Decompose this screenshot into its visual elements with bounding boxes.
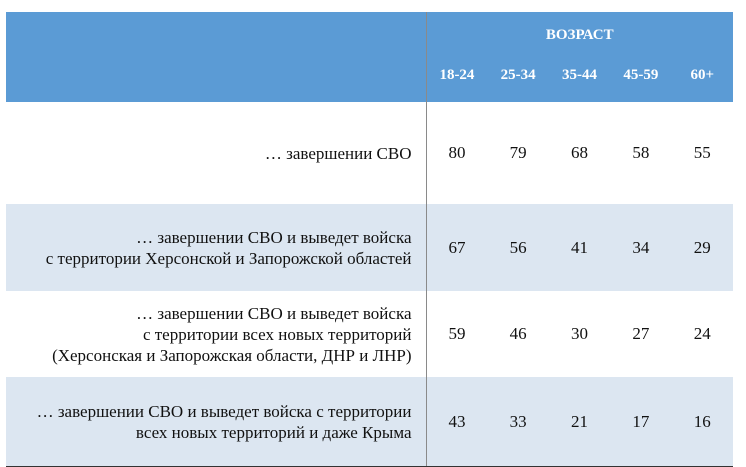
value-cell: 29 (672, 204, 733, 291)
value-cell: 34 (610, 204, 671, 291)
value-cell: 46 (509, 324, 527, 343)
row-label (6, 291, 426, 377)
row-label-line: (Херсонская и Запорожская области, ДНР и ЛНР) (52, 345, 412, 365)
value-cell: 58 (632, 143, 650, 162)
value-cell: 59 (426, 291, 487, 377)
value-cell: 68 (570, 143, 588, 162)
value-cell: 55 (693, 143, 711, 162)
age-breakdown-table (6, 12, 733, 467)
value-cell: 43 (426, 377, 487, 467)
value-cell: 67 (426, 204, 487, 291)
value-cell: 41 (549, 204, 610, 291)
value-cell: 16 (672, 377, 733, 467)
age-header-35-44: 35-44 (549, 53, 610, 102)
value-cell: 24 (693, 324, 711, 343)
age-header-60plus: 60+ (672, 53, 733, 102)
table-row (6, 377, 733, 467)
row-label-line: с территории всех новых территорий (142, 324, 412, 344)
header-row-ages (6, 53, 733, 102)
value-cell: 21 (549, 377, 610, 467)
value-cell: 56 (487, 204, 548, 291)
age-header-18-24: 18-24 (426, 53, 487, 102)
row-label-line: … завершении СВО и выведет войска (136, 227, 412, 247)
value-cell: 33 (487, 377, 548, 467)
header-corner-lower (6, 53, 426, 102)
row-label-line: всех новых территорий и даже Крыма (135, 422, 412, 442)
table-row (6, 102, 733, 204)
value-cell: 80 (426, 102, 487, 204)
value-cell: 30 (570, 324, 588, 343)
header-row-group (6, 12, 733, 53)
row-label (6, 102, 426, 204)
row-label-line: … завершении СВО и выведет войска (136, 303, 412, 323)
header-corner (6, 12, 426, 53)
table-row (6, 291, 733, 377)
row-label-line: … завершении СВО и выведет войска с территории (36, 401, 412, 421)
age-header-45-59: 45-59 (610, 53, 671, 102)
age-header-25-34: 25-34 (487, 53, 548, 102)
row-label (6, 204, 426, 291)
row-label-line: … завершении СВО (264, 143, 412, 163)
value-cell: 79 (509, 143, 527, 162)
age-group-title: ВОЗРАСТ (426, 12, 733, 53)
value-cell: 27 (632, 324, 650, 343)
table-row (6, 204, 733, 291)
row-label (6, 377, 426, 467)
row-label-line: с территории Херсонской и Запорожской областей (45, 248, 412, 268)
value-cell: 17 (610, 377, 671, 467)
